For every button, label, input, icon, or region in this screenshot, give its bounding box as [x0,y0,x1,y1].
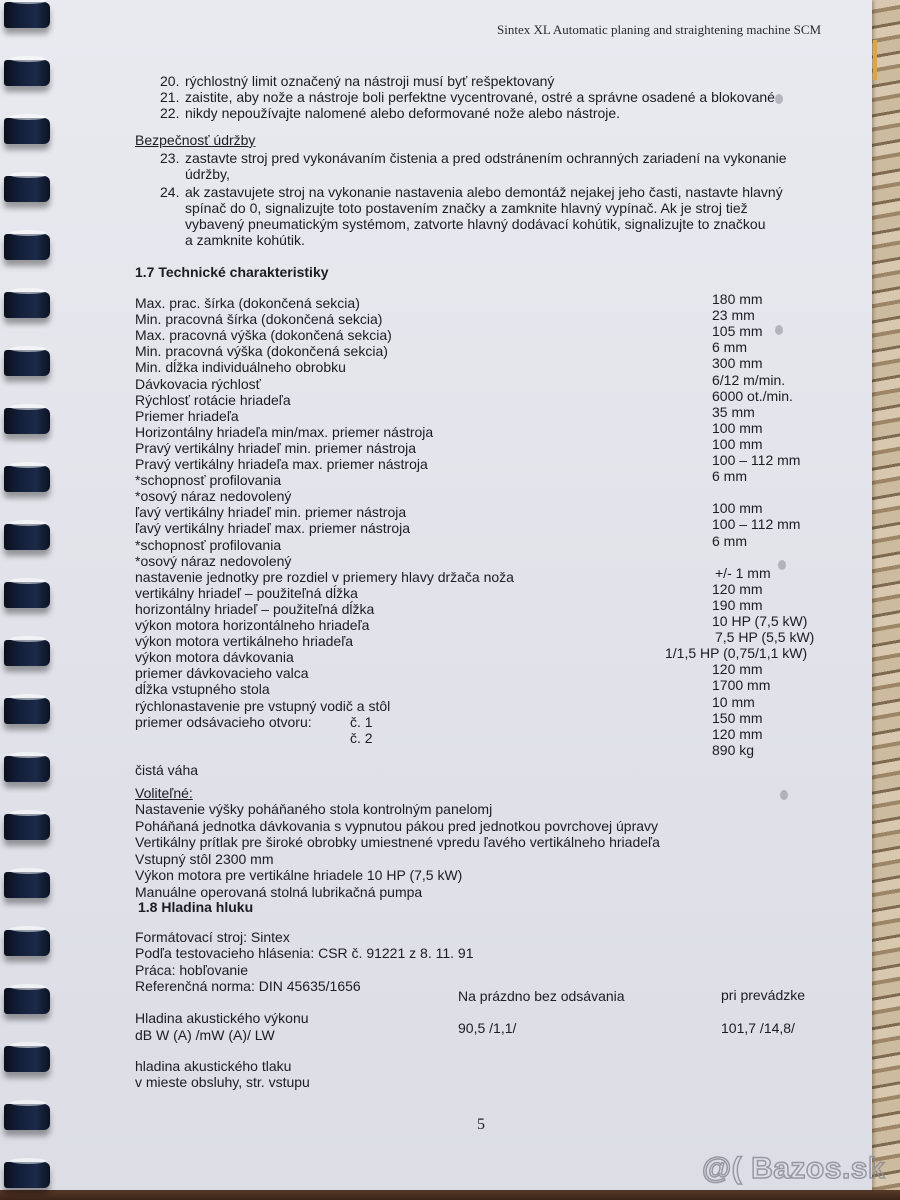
spec-label: *schopnosť profilovania [135,472,282,489]
spiral-binding [0,0,55,1190]
page-tab [873,40,877,80]
optional-item: Manuálne operovaná stolná lubrikačná pumpa [135,883,423,900]
spec-value: 6 mm [712,339,747,356]
spec-label: *schopnosť profilovania [135,536,282,553]
binding-ring [4,60,50,86]
optional-item: Poháňaná jednotka dávkovania s vypnutou pákou pred jednotkou povrchovej úpravy [135,817,659,834]
spec-label: výkon motora horizontálneho hriadeľa [135,617,370,633]
spec-label: Max. pracovná výška (dokončená sekcia) [135,327,392,344]
spec-label: dĺžka vstupného stola [135,681,270,698]
noise-value-idle: 90,5 /1,1/ [458,1020,517,1036]
spec-label: Pravý vertikálny hriadeľ min. priemer nástroja [135,439,417,456]
noise-row-label: hladina akustického tlaku [135,1058,292,1074]
noise-row-label: Hladina akustického výkonu [135,1010,309,1026]
spec-value: 105 mm [712,323,763,340]
binding-ring [4,930,50,956]
spec-label: výkon motora vertikálneho hriadeľa [135,633,354,650]
column-header-idle: Na prázdno bez odsávania [458,988,625,1004]
list-item-continuation: vybavený pneumatickým systémom, zatvorte hlavný dodávací kohútik, signalizujte to značkou [185,216,766,232]
section-heading: 1.7 Technické charakteristiky [135,264,329,280]
binding-ring [4,176,50,202]
list-item: 21. zaistite, aby nože a nástroje boli perfektne vycentrované, ostré a správne osadené a blokované [160,89,775,105]
spec-value: 6 mm [712,532,747,549]
spec-value: 150 mm [712,709,763,726]
spec-label: Horizontálny hriadeľa min/max. priemer nástroja [135,423,434,440]
spec-label: ľavý vertikálny hriadeľ min. priemer nástroja [135,504,407,521]
noise-row-label: v mieste obsluhy, str. vstupu [135,1074,310,1090]
spec-label: Max. prac. šírka (dokončená sekcia) [135,295,360,311]
spec-label: ľavý vertikálny hriadeľ max. priemer nástroja [135,520,411,537]
spec-value: 35 mm [712,403,755,420]
binding-ring [4,756,50,782]
spec-value: 7,5 HP (5,5 kW) [715,629,815,646]
binding-ring [4,118,50,144]
smudge [775,325,783,335]
spec-label: *osový náraz nedovolený [135,488,292,505]
spec-value: 180 mm [712,291,763,307]
spec-label: Min. pracovná šírka (dokončená sekcia) [135,311,383,328]
spec-sublabel: č. 1 [350,713,373,730]
spec-value: 120 mm [712,725,763,742]
optional-item: Vertikálny prítlak pre široké obrobky umiestnené vpredu ľavého vertikálneho hriadeľa [135,834,660,850]
spec-label: Min. pracovná výška (dokončená sekcia) [135,343,388,360]
optional-item: Nastavenie výšky poháňaného stola kontrolným panelomj [135,801,493,817]
spec-value: 6/12 m/min. [712,371,786,388]
binding-ring [4,698,50,724]
smudge [780,790,788,800]
spec-label: rýchlonastavenie pre vstupný vodič a stôl [135,697,391,714]
binding-ring [4,814,50,840]
spec-value: 300 mm [712,355,763,372]
spec-value: 10 HP (7,5 kW) [712,613,808,629]
list-item: 20. rýchlostný limit označený na nástroji musí byť rešpektovaný [160,73,555,89]
smudge [775,94,783,104]
binding-ring [4,524,50,550]
list-item: 23. zastavte stroj pred vykonávaním čistenia a pred odstránením ochranných zariadení na vykonanie [160,150,787,166]
spec-label: nastavenie jednotky pre rozdiel v priemery hlavy držača noža [135,568,514,585]
spec-value: 100 – 112 mm [712,452,801,468]
spec-label: priemer odsávacieho otvoru: [135,713,312,730]
optional-item: Vstupný stôl 2300 mm [135,850,274,867]
binding-ring [4,466,50,492]
spec-value: 6000 ot./min. [712,387,793,404]
binding-ring [4,234,50,260]
list-item-continuation: a zamknite kohútik. [185,232,305,248]
spec-value: 190 mm [712,596,763,613]
spec-label: vertikálny hriadeľ – použiteľná dĺžka [135,584,358,601]
spec-value: 120 mm [712,580,763,597]
spec-value: 120 mm [712,661,763,678]
noise-info: Referenčná norma: DIN 45635/1656 [135,978,361,994]
carpet-background [870,0,900,1200]
binding-ring [4,292,50,318]
spec-sublabel: č. 2 [350,729,373,746]
table-edge [0,1190,900,1200]
spec-value: 23 mm [712,307,755,324]
spec-label: Rýchlosť rotácie hriadeľa [135,391,291,408]
spec-value: 1700 mm [712,677,771,694]
spec-label: Dávkovacia rýchlosť [135,375,261,392]
binding-ring [4,1046,50,1072]
spec-value: 100 mm [712,500,763,517]
watermark: @( Bazos.sk [702,1152,886,1185]
noise-value-operation: 101,7 /14,8/ [721,1020,795,1036]
optional-item: Výkon motora pre vertikálne hriadele 10 HP (7,5 kW) [135,867,463,883]
binding-ring [4,872,50,898]
column-header-operation: pri prevádzke [721,987,806,1003]
list-item-continuation: spínač do 0, signalizujte toto postavením značky a zamknite hlavný vypínač. Ak je stroj tiež [185,200,748,216]
spec-value: 890 kg [712,741,755,758]
binding-ring [4,1104,50,1130]
binding-ring [4,1162,50,1188]
spec-value: 10 mm [712,693,755,710]
binding-ring [4,640,50,666]
spec-label: Pravý vertikálny hriadeľa max. priemer nástroja [135,456,428,472]
list-item: 22. nikdy nepoužívajte nalomené alebo deformované nože alebo nástroje. [160,105,621,121]
spec-label: čistá váha [135,761,199,778]
section-subtitle: Bezpečnosť údržby [135,132,256,148]
page-number: 5 [477,1116,485,1133]
spec-label: Priemer hriadeľa [135,407,239,424]
spec-label: výkon motora dávkovania [135,649,294,666]
section-heading: 1.8 Hladina hluku [138,899,254,915]
spec-value: 100 mm [712,419,763,436]
spec-label: horizontálny hriadeľ – použiteľná dĺžka [135,600,375,617]
list-item-continuation: údržby, [185,166,230,182]
binding-ring [4,988,50,1014]
running-header: Sintex XL Automatic planing and straightening machine SCM [497,22,822,37]
binding-ring [4,350,50,376]
spec-value: +/- 1 mm [715,564,771,581]
binding-ring [4,408,50,434]
spec-label: *osový náraz nedovolený [135,552,292,569]
noise-info: Podľa testovacieho hlásenia: CSR č. 91221 z 8. 11. 91 [135,945,474,961]
binding-ring [4,582,50,608]
spec-value: 6 mm [712,468,747,485]
spec-label: Min. dĺžka individuálneho obrobku [135,359,346,376]
smudge [778,560,786,570]
noise-row-label: dB W (A) /mW (A)/ LW [135,1027,275,1043]
spec-label: priemer dávkovacieho valca [135,665,309,682]
noise-info: Formátovací stroj: Sintex [135,929,290,945]
spec-value: 100 – 112 mm [712,516,801,533]
noise-info: Práca: hobľovanie [135,962,249,978]
spec-value: 1/1,5 HP (0,75/1,1 kW) [665,645,808,662]
list-item: 24. ak zastavujete stroj na vykonanie nastavenia alebo demontáž nejakej jeho časti, nastavte hlavný [160,184,783,200]
section-subtitle: Voliteľné: [135,785,193,801]
binding-ring [4,2,50,28]
spec-value: 100 mm [712,435,763,452]
